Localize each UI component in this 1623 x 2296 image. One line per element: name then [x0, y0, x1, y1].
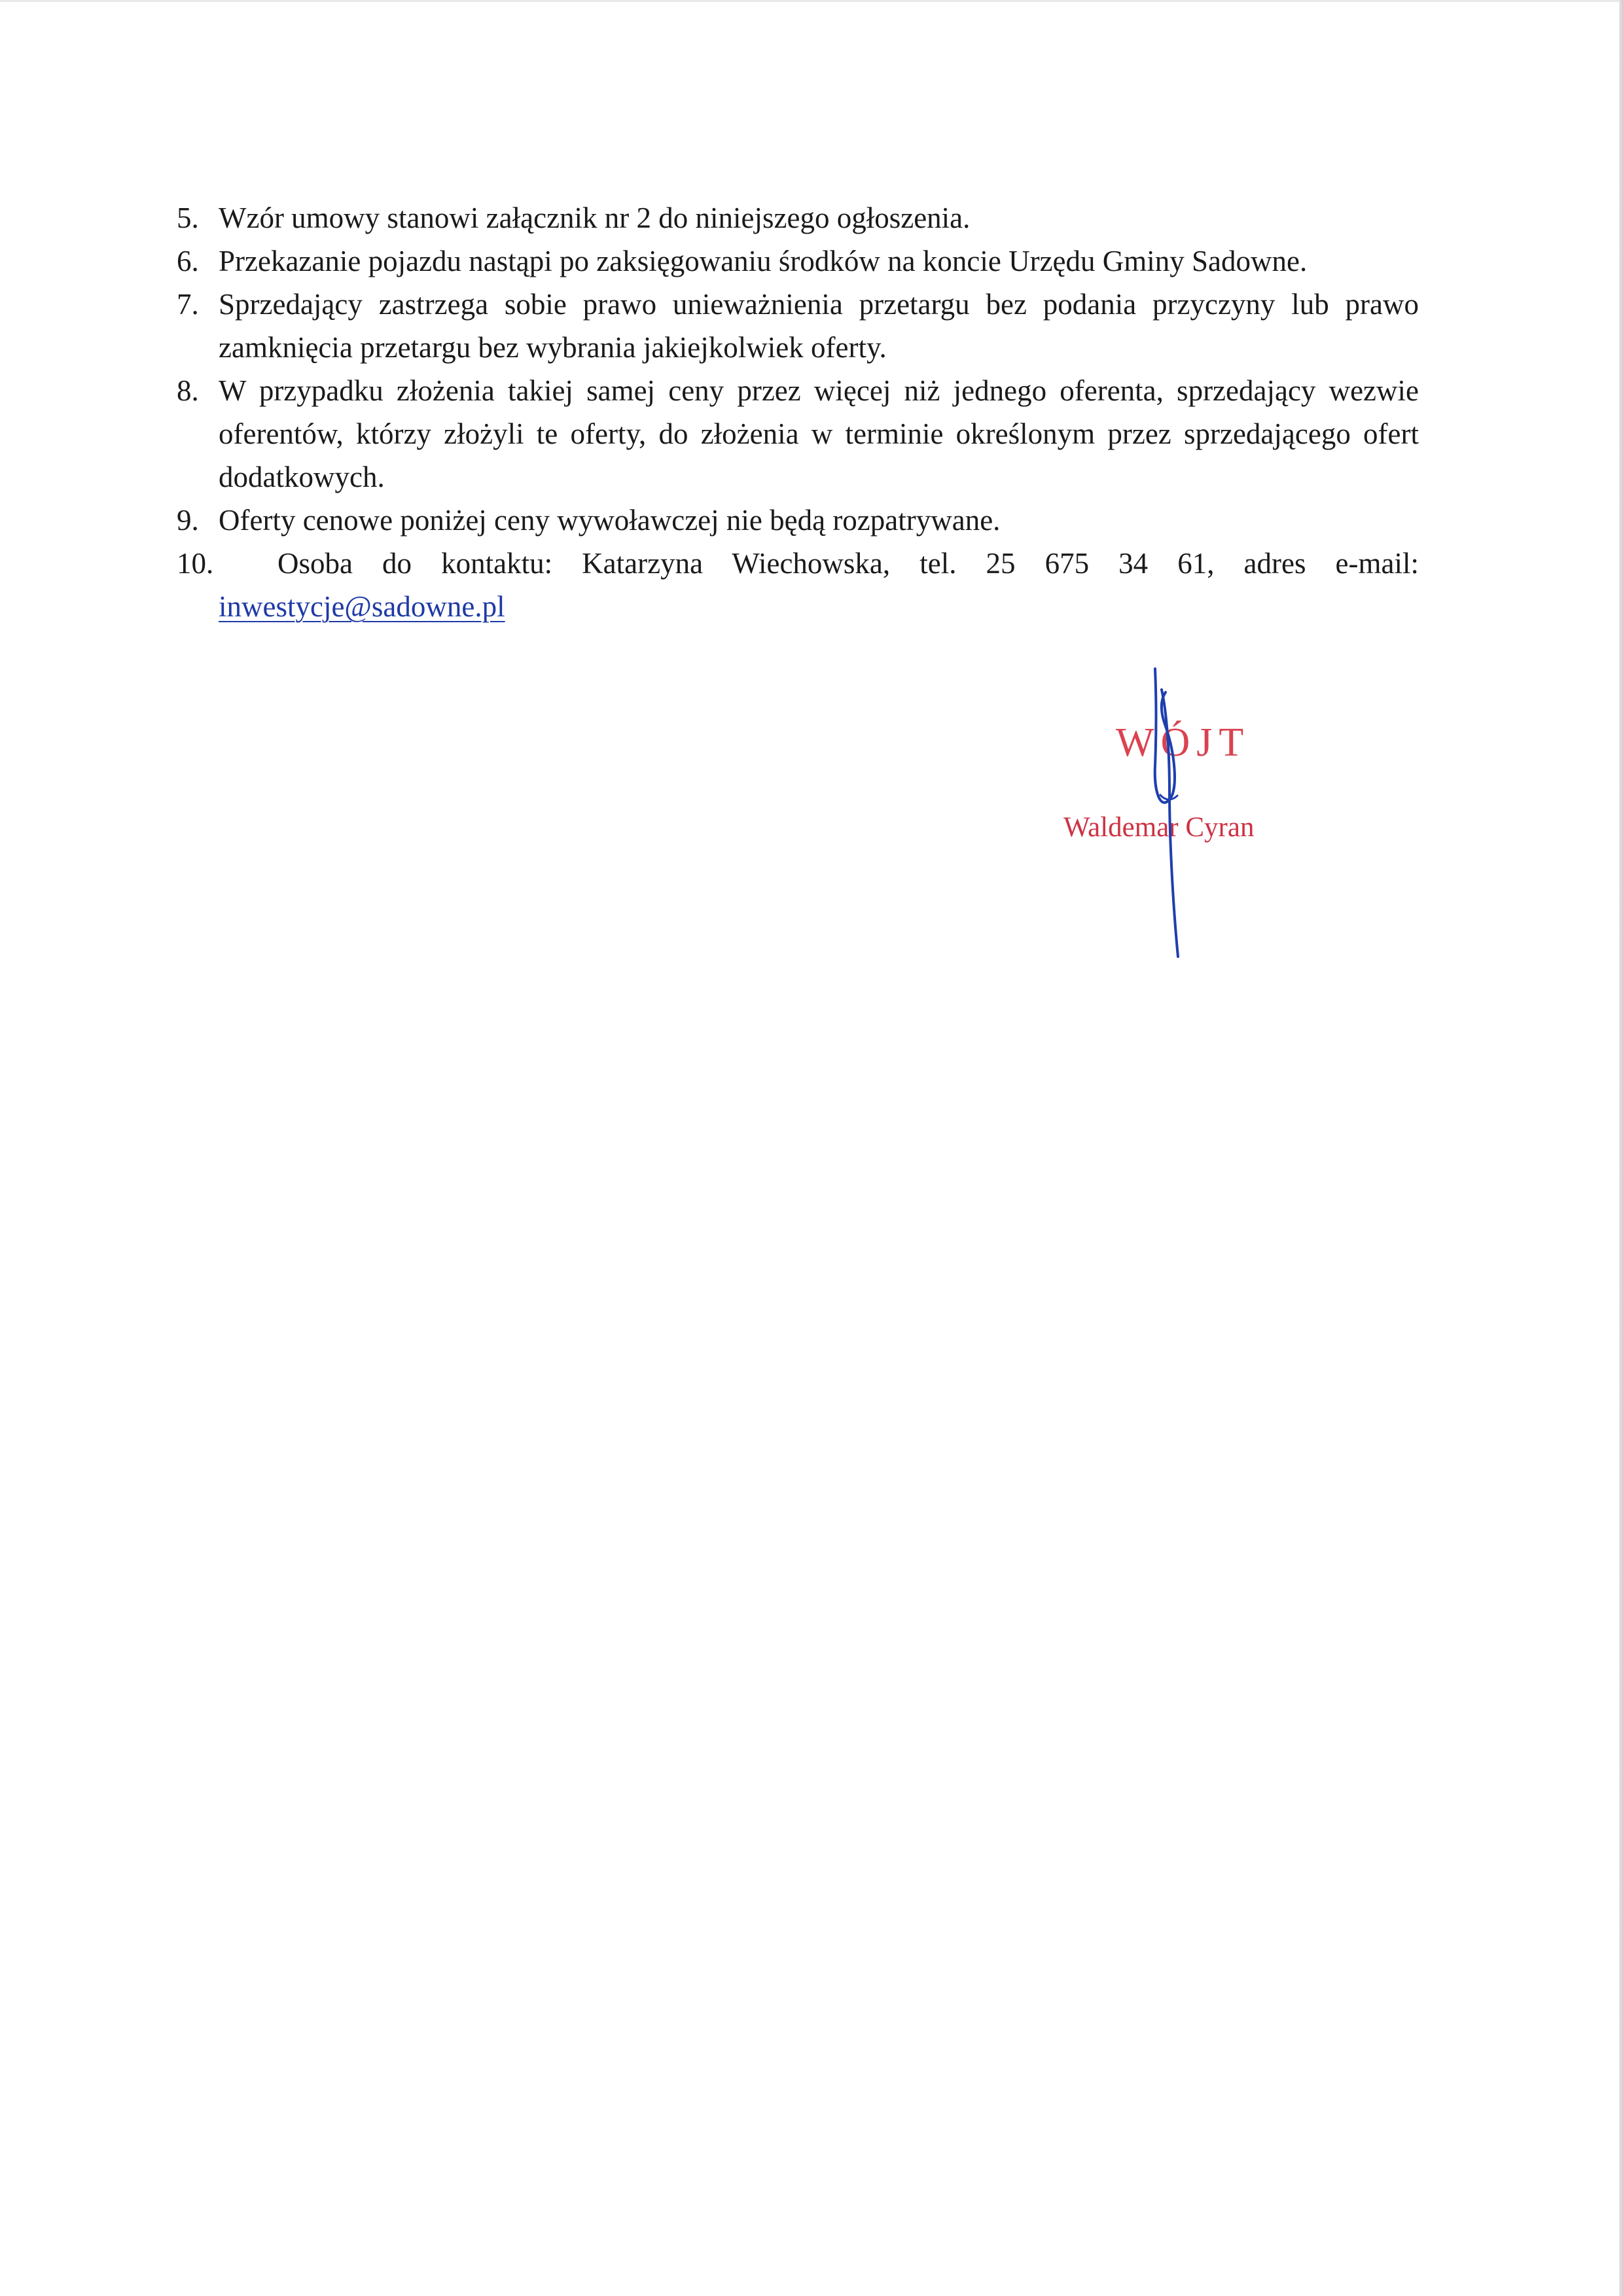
list-item-number: 7.: [177, 288, 199, 321]
list-item-6: [177, 239, 1419, 283]
list-item-text: Sprzedający zastrzega sobie prawo unieważnienia przetargu bez podania przyczyny lub prawo zamknięcia przetargu bez wybrania jakiejkolwiek oferty.: [219, 288, 1419, 364]
stamp-title: WÓJT: [1116, 720, 1251, 765]
list-item-text: W przypadku złożenia takiej samej ceny przez więcej niż jednego oferenta, sprzedający wezwie oferentów, którzy złożyli te oferty, do złożenia w terminie określonym przez sprzedającego ofert dodatkowych.: [219, 374, 1419, 493]
list-item-7: [177, 283, 1419, 369]
list-item-number: 10.: [177, 547, 214, 580]
list-item-5: [177, 196, 1419, 239]
contact-email-link[interactable]: inwestycje@sadowne.pl: [219, 590, 505, 623]
list-item-number: 8.: [177, 374, 199, 407]
list-item-number: 6.: [177, 245, 199, 277]
signature-stamp: [1050, 661, 1325, 968]
list-item-number: 9.: [177, 504, 199, 537]
scan-top-edge: [0, 0, 1623, 2]
list-item-text: Oferty cenowe poniżej ceny wywoławczej nie będą rozpatrywane.: [219, 504, 1001, 537]
scan-right-edge: [1619, 0, 1623, 2296]
list-item-9: [177, 499, 1419, 542]
list-item-number: 5.: [177, 202, 199, 234]
list-item-10: [177, 542, 1419, 585]
list-item-text: Osoba do kontaktu: Katarzyna Wiechowska, tel. 25 675 34 61, adres e-mail:: [277, 547, 1419, 580]
document-body: [177, 196, 1419, 628]
list-item-text: Wzór umowy stanowi załącznik nr 2 do niniejszego ogłoszenia.: [219, 202, 971, 234]
handwritten-signature: [1050, 661, 1325, 968]
stamp-name: Waldemar Cyran: [1063, 812, 1255, 843]
list-item-8: [177, 369, 1419, 499]
list-item-text: Przekazanie pojazdu nastąpi po zaksięgowaniu środków na koncie Urzędu Gminy Sadowne.: [219, 245, 1308, 277]
conditions-list: [177, 196, 1419, 585]
contact-email-line: [177, 585, 1419, 628]
